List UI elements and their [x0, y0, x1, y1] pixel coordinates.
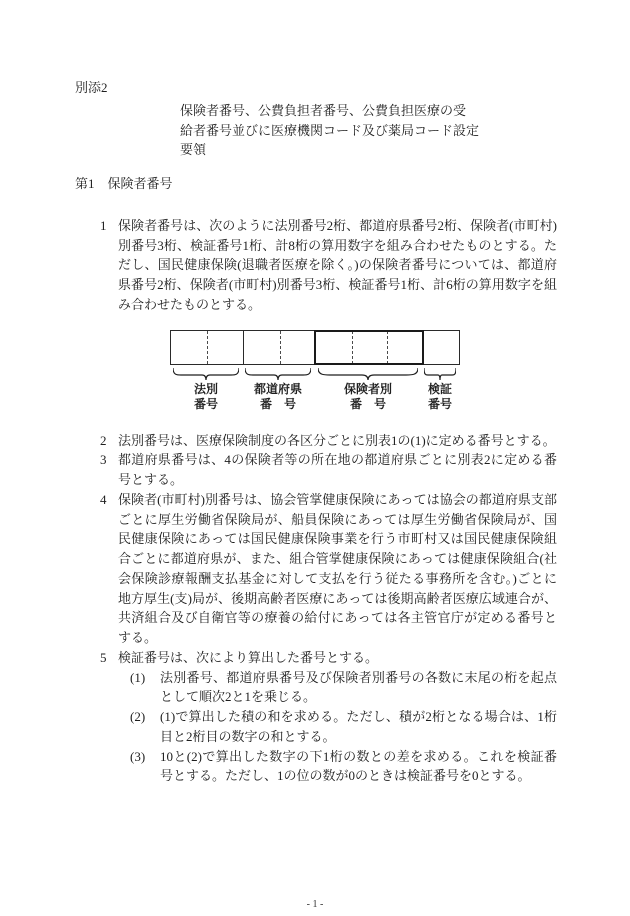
- digit-group-hokenshabetsu: [315, 331, 423, 364]
- digit-boxes: [170, 330, 460, 365]
- diagram-braces: [170, 365, 460, 380]
- sub-item-text: (1)で算出した積の和を求める。ただし、積が2桁となる場合は、1桁目と2桁目の数字の和とする。: [160, 709, 557, 744]
- group-label-hokenshabetsu: 保険者別 番 号: [343, 381, 392, 412]
- sub-item-3: [75, 747, 557, 787]
- digit-cell: [387, 331, 423, 364]
- item-text: 法別番号は、医療保険制度の各区分ごとに別表1の(1)に定める番号とする。: [118, 432, 556, 448]
- sub-item-1: [75, 668, 557, 708]
- digit-cell: [207, 331, 243, 364]
- digit-cell: [171, 331, 207, 364]
- title-line: 要領: [180, 142, 207, 158]
- digit-cell: [352, 331, 388, 364]
- list-item-2: [75, 431, 557, 451]
- item-text: 保険者番号は、次のように法別番号2桁、都道府県番号2桁、保険者(市町村)別番号3桁、検証番号1桁、計8桁の算用数字を組み合わせたものとする。ただし、国民健康保険(退職者医療を除く。)の保険者番号については、都道府県番号2桁、保険者(市町村)別番号3桁、検証番号1桁、計6桁の算用数字を組み合わせたものとする。: [118, 217, 557, 312]
- digit-cell: [424, 331, 459, 364]
- digit-cell: [280, 331, 316, 364]
- page-number: - 1 -: [306, 898, 324, 910]
- item-number: 2: [100, 432, 107, 448]
- document-title: [180, 101, 485, 160]
- item-text: 保険者(市町村)別番号は、協会管掌健康保険にあっては協会の都道府県支部ごとに厚生労働省保険局が、船員保険にあっては厚生労働省保険局が、国民健康保険にあっては国民健康保険事業を行う市町村又は国民健康保険組合ごとに都道府県が、また、組合管掌健康保険にあっては健康保険組合(社会保険診療報酬支払基金に対して支払を行う従たる事務所を含む。)ごとに地方厚生(支)局が、後期高齢者医療にあっては後期高齢者医療広域連合が、共済組合及び自衛官等の療養の給付にあっては各主管官庁が定める番号とする。: [118, 491, 557, 646]
- list-item-1: [75, 216, 557, 315]
- group-label-houbetsu: 法別 番号: [193, 381, 218, 412]
- title-line: 保険者番号、公費負担者番号、公費負担医療の受: [180, 102, 467, 118]
- sub-item-2: [75, 707, 557, 747]
- list-item-5: [75, 648, 557, 668]
- insurer-number-diagram: [170, 330, 460, 413]
- group-label-todofuken: 都道府県 番 号: [253, 381, 302, 412]
- sub-item-number: (3): [130, 748, 146, 764]
- group-label-kensho: 検証 番号: [427, 381, 452, 412]
- digit-cell: [244, 331, 280, 364]
- list-item-4: [75, 490, 557, 648]
- diagram-labels: [170, 382, 460, 413]
- title-line: 給者番号並びに医療機関コード及び薬局コード設定: [180, 122, 480, 138]
- list-item-3: [75, 450, 557, 490]
- sub-items-list: [75, 668, 557, 787]
- item-number: 1: [100, 217, 107, 233]
- item-text: 検証番号は、次により算出した番号とする。: [118, 649, 379, 665]
- sub-item-text: 10と(2)で算出した数字の下1桁の数との差を求める。これを検証番号とする。ただし、1の位の数が0のときは検証番号を0とする。: [160, 748, 557, 784]
- sub-item-text: 法別番号、都道府県番号及び保険者別番号の各数に末尾の桁を起点として順次2と1を乗じる。: [160, 669, 557, 705]
- digit-group-kensho: [423, 331, 459, 364]
- underbrace-icon: [170, 368, 242, 380]
- item-text: 都道府県番号は、4の保険者等の所在地の都道府県ごとに別表2に定める番号とする。: [118, 452, 557, 488]
- underbrace-icon: [314, 368, 422, 380]
- underbrace-icon: [242, 368, 314, 380]
- items-list: [75, 431, 557, 787]
- item-number: 3: [100, 452, 107, 468]
- underbrace-icon: [422, 368, 458, 380]
- sub-item-number: (2): [130, 709, 146, 725]
- digit-cell: [316, 331, 352, 364]
- attachment-label: 別添2: [75, 80, 108, 95]
- digit-group-houbetsu: [171, 331, 243, 364]
- section-heading: 第1 保険者番号: [75, 176, 173, 191]
- item-number: 5: [100, 649, 107, 665]
- digit-group-todofuken: [243, 331, 315, 364]
- sub-item-number: (1): [130, 669, 146, 685]
- item-number: 4: [100, 491, 107, 507]
